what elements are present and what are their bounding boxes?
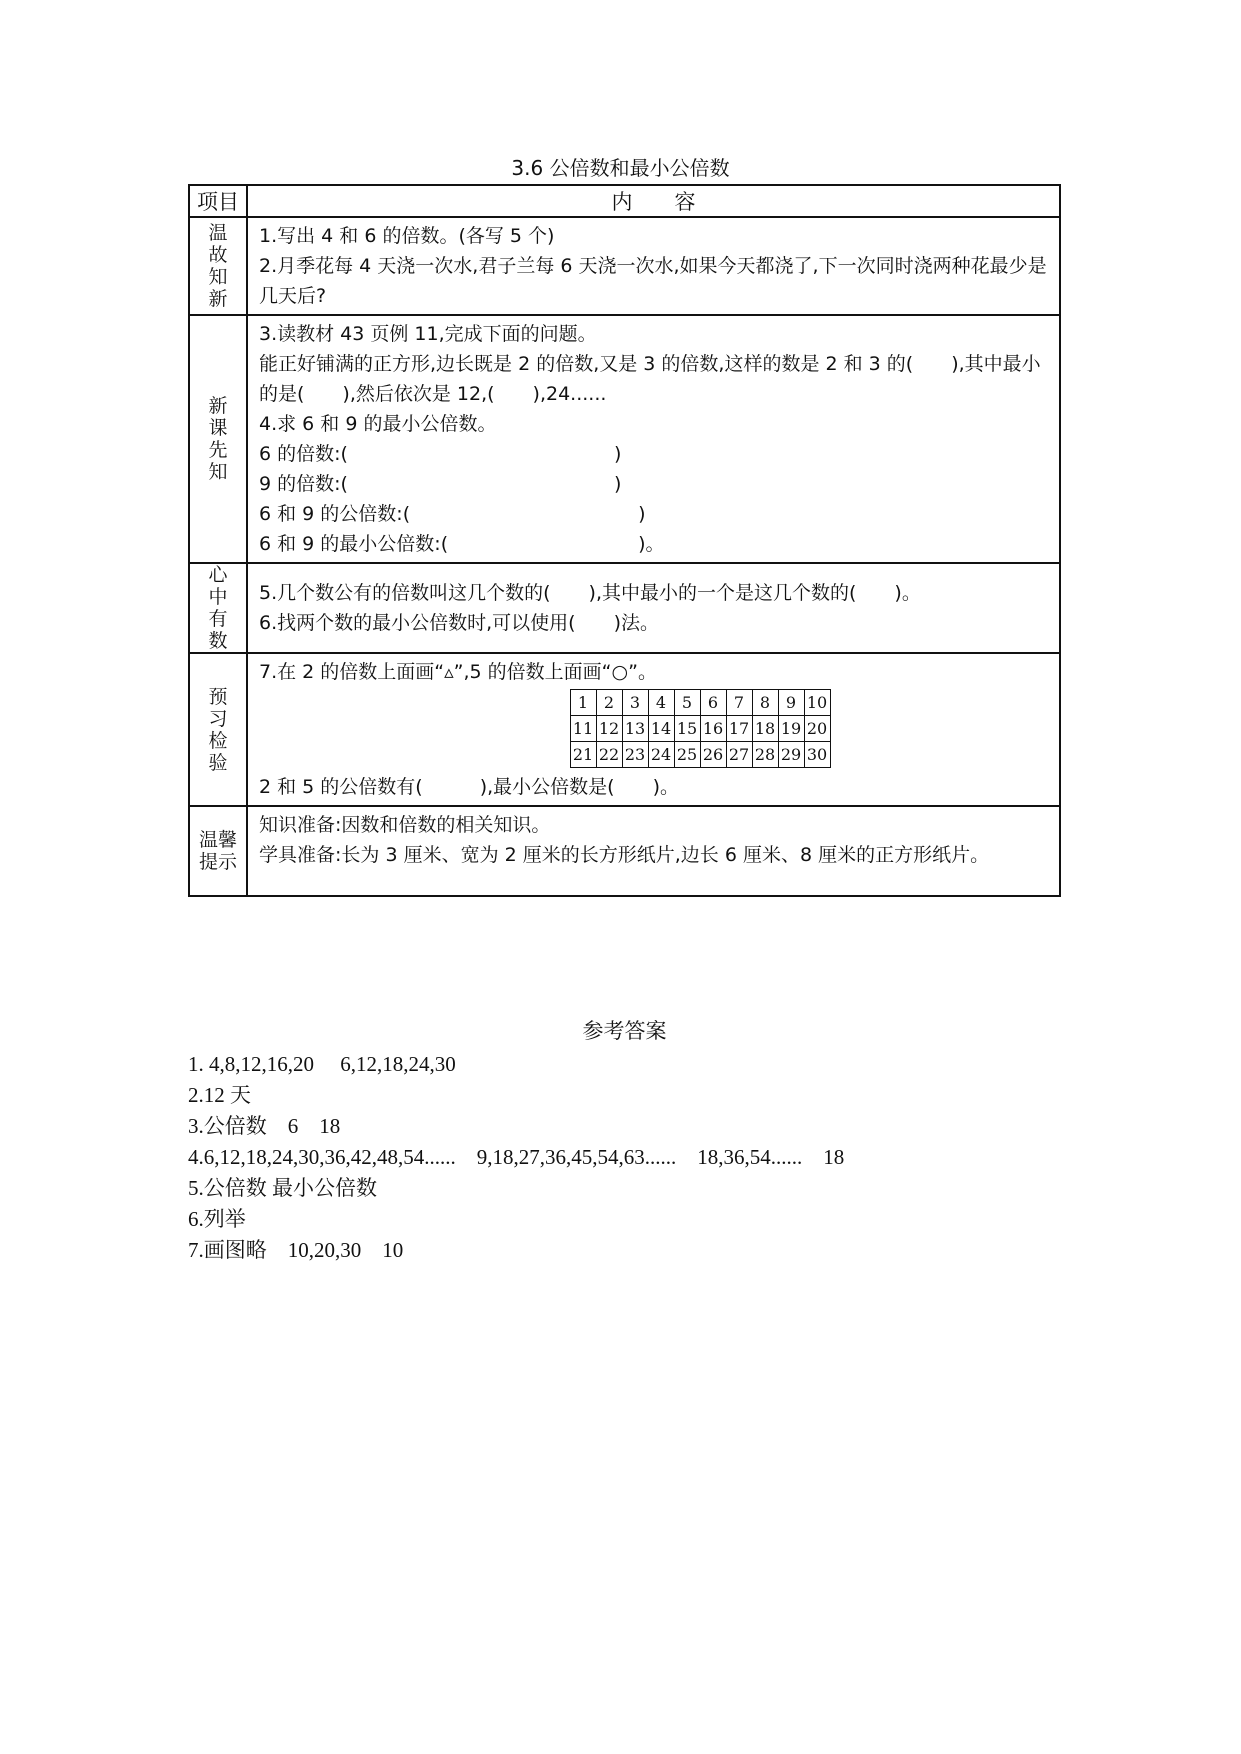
grid-cell: 15	[674, 716, 700, 742]
grid-cell: 21	[570, 742, 596, 768]
grid-cell: 30	[804, 742, 830, 768]
grid-cell: 1	[570, 690, 596, 716]
content-review	[247, 217, 1060, 315]
header-content: 内 容	[247, 185, 1060, 217]
answer-7: 7.画图略 10,20,30 10	[188, 1238, 404, 1262]
question-6: 6.找两个数的最小公倍数时,可以使用( )法。	[259, 612, 659, 634]
grid-cell: 14	[648, 716, 674, 742]
question-3-text: 能正好铺满的正方形,边长既是 2 的倍数,又是 3 的倍数,这样的数是 2 和 3 的( ),其中最小的是( ),然后依次是 12,( ),24......	[259, 353, 1041, 405]
answer-6: 6.列举	[188, 1207, 246, 1231]
least-common-multiple: 6 和 9 的最小公倍数:( )。	[259, 533, 665, 555]
answer-2: 2.12 天	[188, 1083, 251, 1107]
grid-cell: 24	[648, 742, 674, 768]
knowledge-prep: 知识准备:因数和倍数的相关知识。	[259, 814, 551, 836]
category-tips: 温馨 提示	[189, 806, 247, 896]
content-tips	[247, 806, 1060, 896]
grid-cell: 26	[700, 742, 726, 768]
question-5: 5.几个数公有的倍数叫这几个数的( ),其中最小的一个是这几个数的( )。	[259, 582, 921, 604]
grid-cell: 23	[622, 742, 648, 768]
content-summary	[247, 563, 1060, 653]
grid-cell: 11	[570, 716, 596, 742]
category-summary: 心 中 有 数	[189, 563, 247, 653]
table-row	[189, 653, 1060, 806]
grid-cell: 9	[778, 690, 804, 716]
grid-cell: 16	[700, 716, 726, 742]
grid-cell: 25	[674, 742, 700, 768]
number-grid-wrap	[259, 689, 1049, 768]
answer-3: 3.公倍数 6 18	[188, 1114, 341, 1138]
document-title: 3.6 公倍数和最小公倍数	[511, 156, 730, 180]
grid-cell: 7	[726, 690, 752, 716]
question-7: 7.在 2 的倍数上面画“▵”,5 的倍数上面画“○”。	[259, 661, 657, 683]
grid-cell: 2	[596, 690, 622, 716]
category-review: 温 故 知 新	[189, 217, 247, 315]
grid-cell: 19	[778, 716, 804, 742]
content-check	[247, 653, 1060, 806]
grid-cell: 18	[752, 716, 778, 742]
answer-1: 1. 4,8,12,16,20 6,12,18,24,30	[188, 1052, 456, 1076]
table-row	[189, 806, 1060, 896]
header-item: 项目	[189, 185, 247, 217]
common-multiples: 6 和 9 的公倍数:( )	[259, 503, 646, 525]
grid-cell: 4	[648, 690, 674, 716]
answer-5: 5.公倍数 最小公倍数	[188, 1176, 377, 1200]
grid-cell: 5	[674, 690, 700, 716]
grid-cell: 8	[752, 690, 778, 716]
table-row	[189, 563, 1060, 653]
category-preview: 新 课 先 知	[189, 315, 247, 563]
worksheet-table	[188, 184, 1061, 897]
answer-4: 4.6,12,18,24,30,36,42,48,54...... 9,18,27,36,45,54,63...... 18,36,54...... 18	[188, 1145, 845, 1169]
question-2: 2.月季花每 4 天浇一次水,君子兰每 6 天浇一次水,如果今天都浇了,下一次同时浇两种花最少是几天后?	[259, 255, 1047, 307]
table-row	[189, 315, 1060, 563]
grid-cell: 13	[622, 716, 648, 742]
grid-cell: 29	[778, 742, 804, 768]
question-7-answer-line: 2 和 5 的公倍数有( ),最小公倍数是( )。	[259, 776, 679, 798]
grid-cell: 20	[804, 716, 830, 742]
grid-cell: 27	[726, 742, 752, 768]
multiples-of-6: 6 的倍数:( )	[259, 443, 622, 465]
tools-prep: 学具准备:长为 3 厘米、宽为 2 厘米的长方形纸片,边长 6 厘米、8 厘米的正方形纸片。	[259, 844, 990, 866]
grid-cell: 28	[752, 742, 778, 768]
question-4: 4.求 6 和 9 的最小公倍数。	[259, 413, 497, 435]
answer-section	[188, 1015, 1088, 1266]
category-check: 预 习 检 验	[189, 653, 247, 806]
question-3: 3.读教材 43 页例 11,完成下面的问题。	[259, 323, 597, 345]
content-preview	[247, 315, 1060, 563]
grid-cell: 10	[804, 690, 830, 716]
table-row	[189, 217, 1060, 315]
question-1: 1.写出 4 和 6 的倍数。(各写 5 个)	[259, 225, 555, 247]
multiples-of-9: 9 的倍数:( )	[259, 473, 622, 495]
grid-cell: 12	[596, 716, 622, 742]
grid-cell: 22	[596, 742, 622, 768]
grid-cell: 6	[700, 690, 726, 716]
number-grid	[570, 689, 831, 768]
answer-title: 参考答案	[582, 1019, 667, 1043]
table-header-row	[189, 185, 1060, 217]
grid-cell: 3	[622, 690, 648, 716]
grid-cell: 17	[726, 716, 752, 742]
